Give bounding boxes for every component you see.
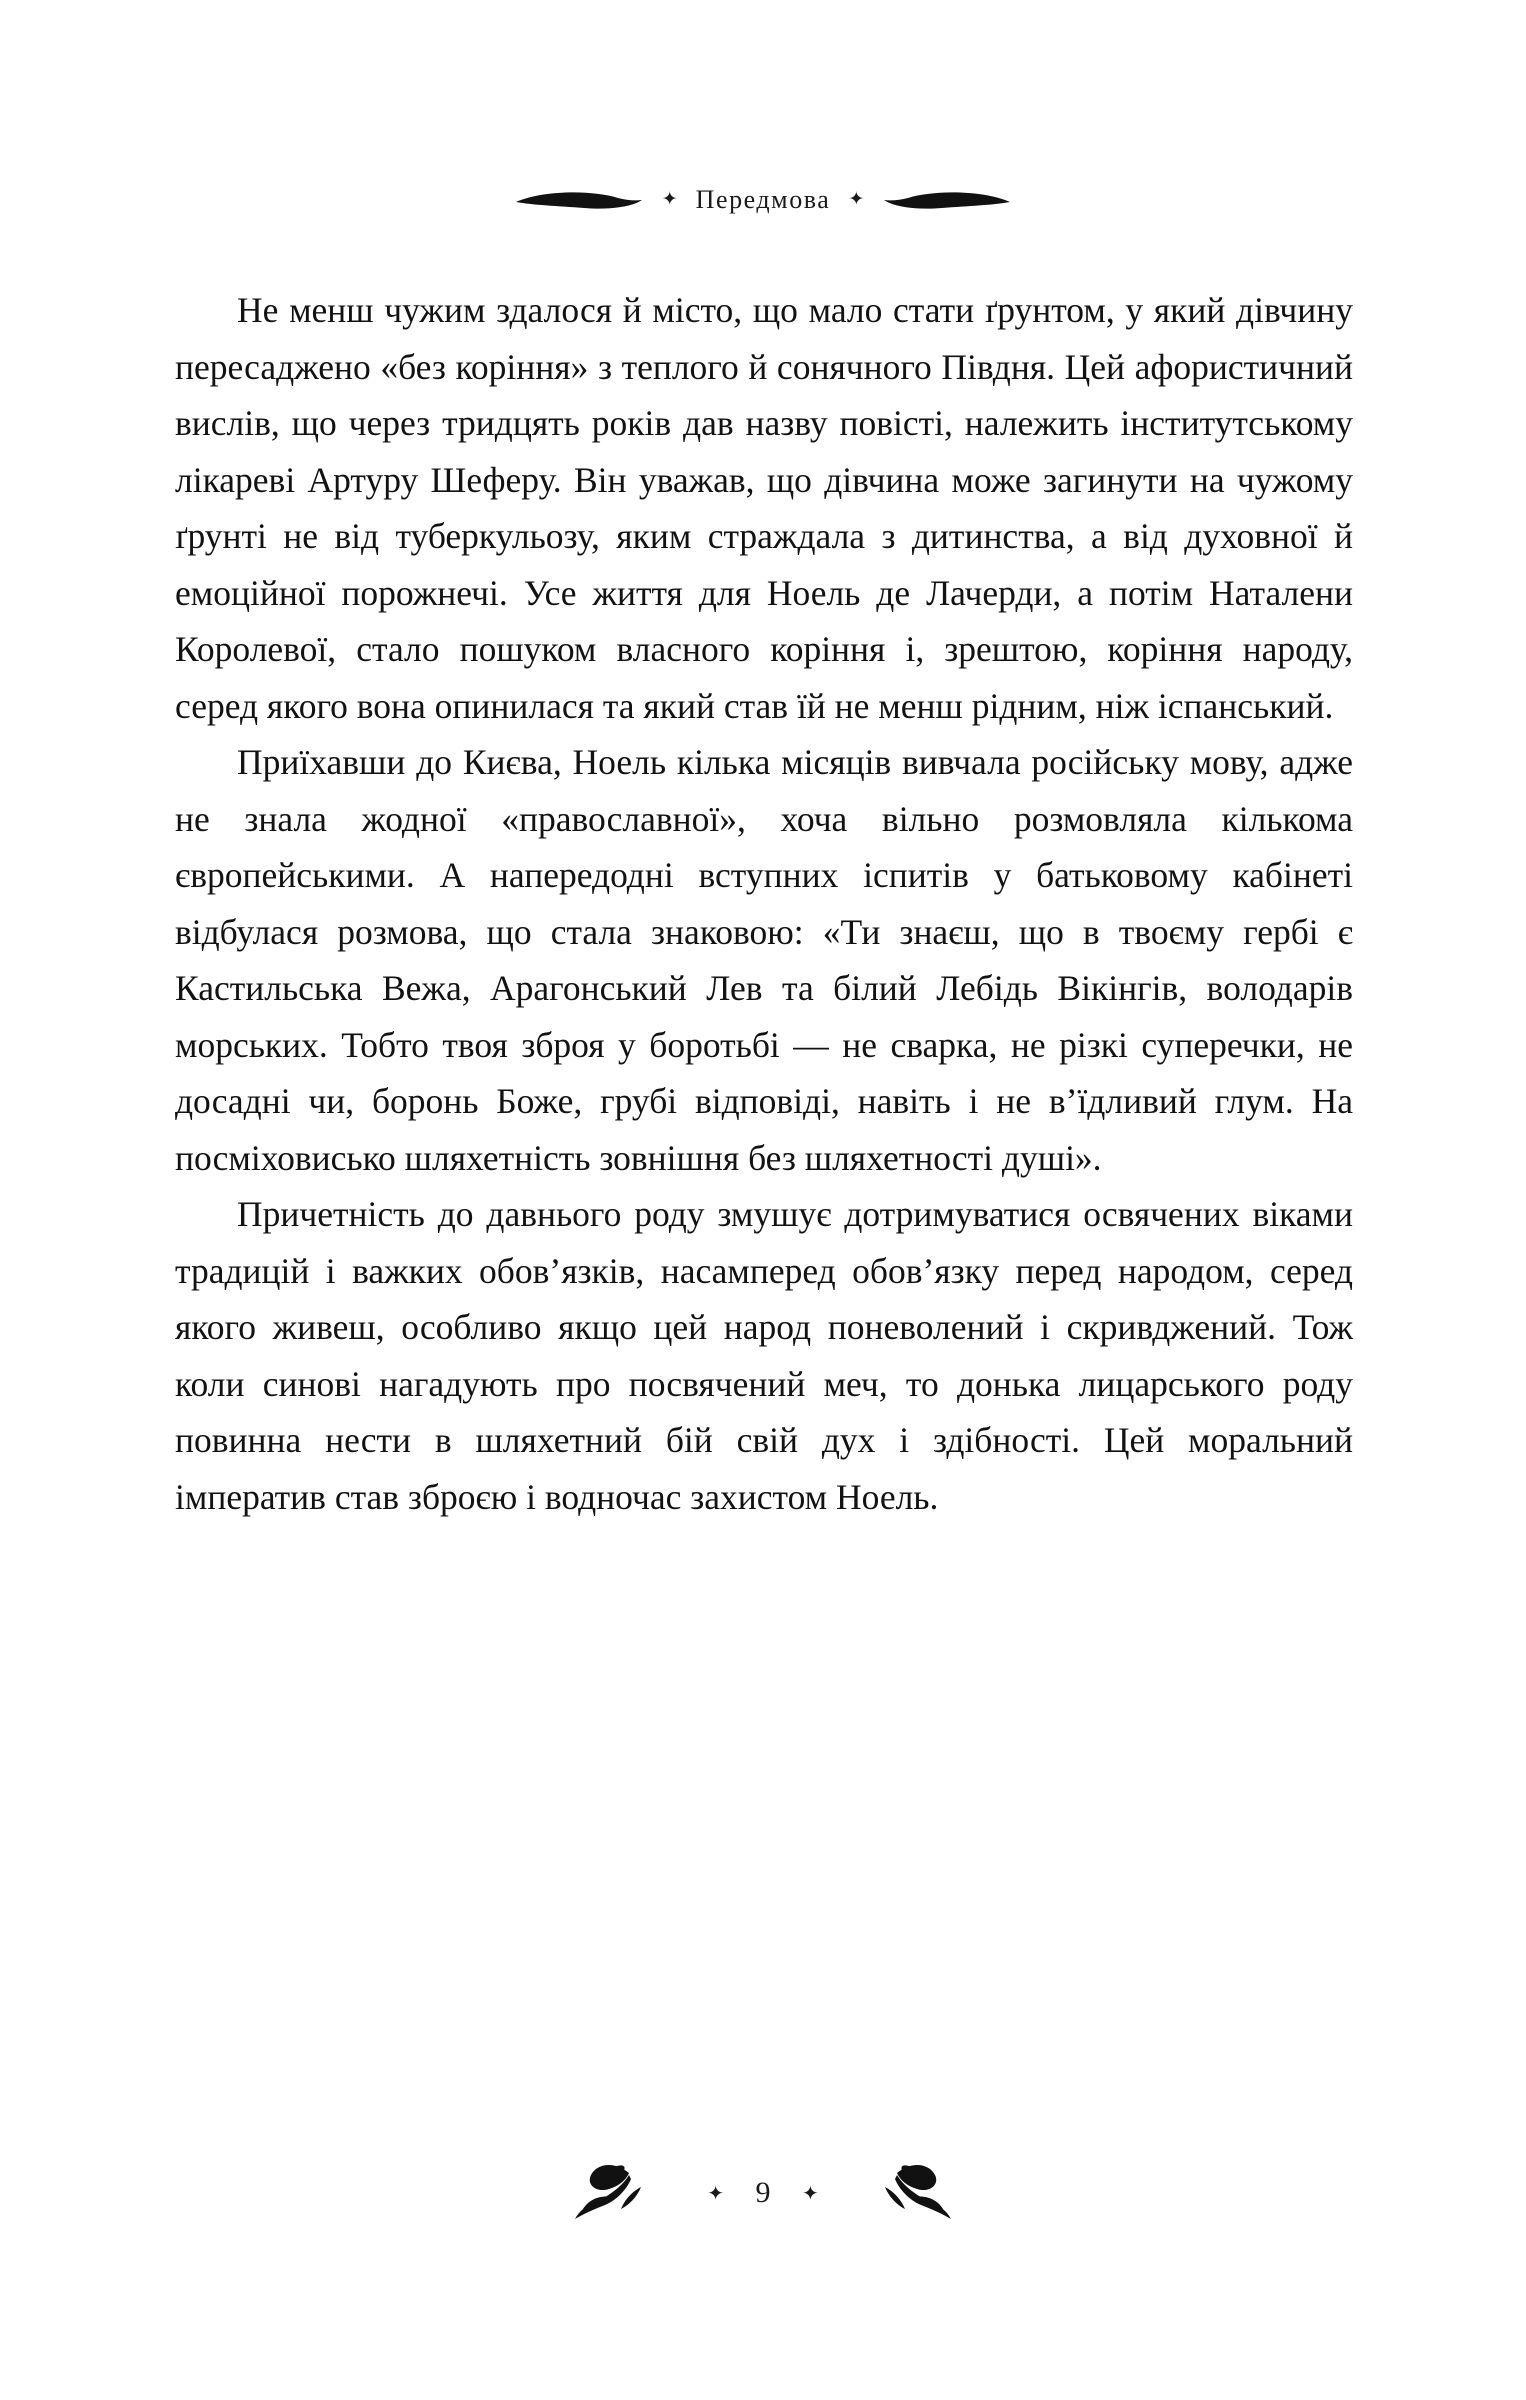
diamond-ornament-footer-left-icon: ✦: [707, 2182, 724, 2205]
floral-ornament-left-icon: [571, 2151, 681, 2236]
floral-ornament-right-icon: [845, 2151, 955, 2236]
running-head-title: Передмова: [695, 185, 831, 214]
page-number: 9: [755, 2176, 771, 2209]
leaf-ornament-right-icon: [882, 188, 1012, 212]
paragraph: Причетність до давнього роду змушує дотримуватися освячених віками традицій і важких обов’язків, насамперед обов’язку перед народом, серед якого живеш, особливо якщо цей народ поневолений і скривджений. Тож коли синові нагадують про посвячений меч, то донька лицарського роду повинна нести в шляхетний бій свій дух і здібності. Цей моральний імператив став зброєю і водночас захистом Ноель.: [175, 1194, 1353, 1517]
paragraph: Не менш чужим здалося й місто, що мало стати ґрунтом, у який дівчину пересаджено «без коріння» з теплого й сонячного Півдня. Цей афористичний вислів, що через тридцять років дав назву повісті, належить інститутському лікареві Артуру Шеферу. Він уважав, що дівчина може загинути на чужому ґрунті не від туберкульозу, яким страждала з дитинства, а від духовної й емоційної порожнечі. Усе життя для Ноель де Лачерди, а потім Наталени Королевої, стало пошуком власного коріння і, зрештою, коріння народу, серед якого вона опинилася та який став їй не менш рідним, ніж іспанський.: [175, 290, 1353, 726]
diamond-ornament-right-icon: ✦: [848, 188, 865, 210]
diamond-ornament-footer-right-icon: ✦: [802, 2182, 819, 2205]
body-text: [175, 282, 1353, 1525]
page-footer: [0, 2148, 1526, 2238]
paragraph: Приїхавши до Києва, Ноель кілька місяців вивчала російську мову, адже не знала жодної «православної», хоча вільно розмовляла кількома європейськими. А напередодні вступних іспитів у батьковому кабінеті відбулася розмова, що стала знаковою: «Ти знаєш, що в твоєму гербі є Кастильська Вежа, Арагонський Лев та білий Лебідь Вікінгів, володарів морських. Тобто твоя зброя у боротьбі — не сварка, не різкі суперечки, не досадні чи, боронь Боже, грубі відповіді, навіть і не в’їдливий глум. На посміховисько шляхетність зовнішня без шляхетності душі».: [175, 742, 1353, 1178]
diamond-ornament-left-icon: ✦: [661, 188, 678, 210]
leaf-ornament-left-icon: [514, 188, 644, 212]
running-head: [0, 180, 1526, 220]
